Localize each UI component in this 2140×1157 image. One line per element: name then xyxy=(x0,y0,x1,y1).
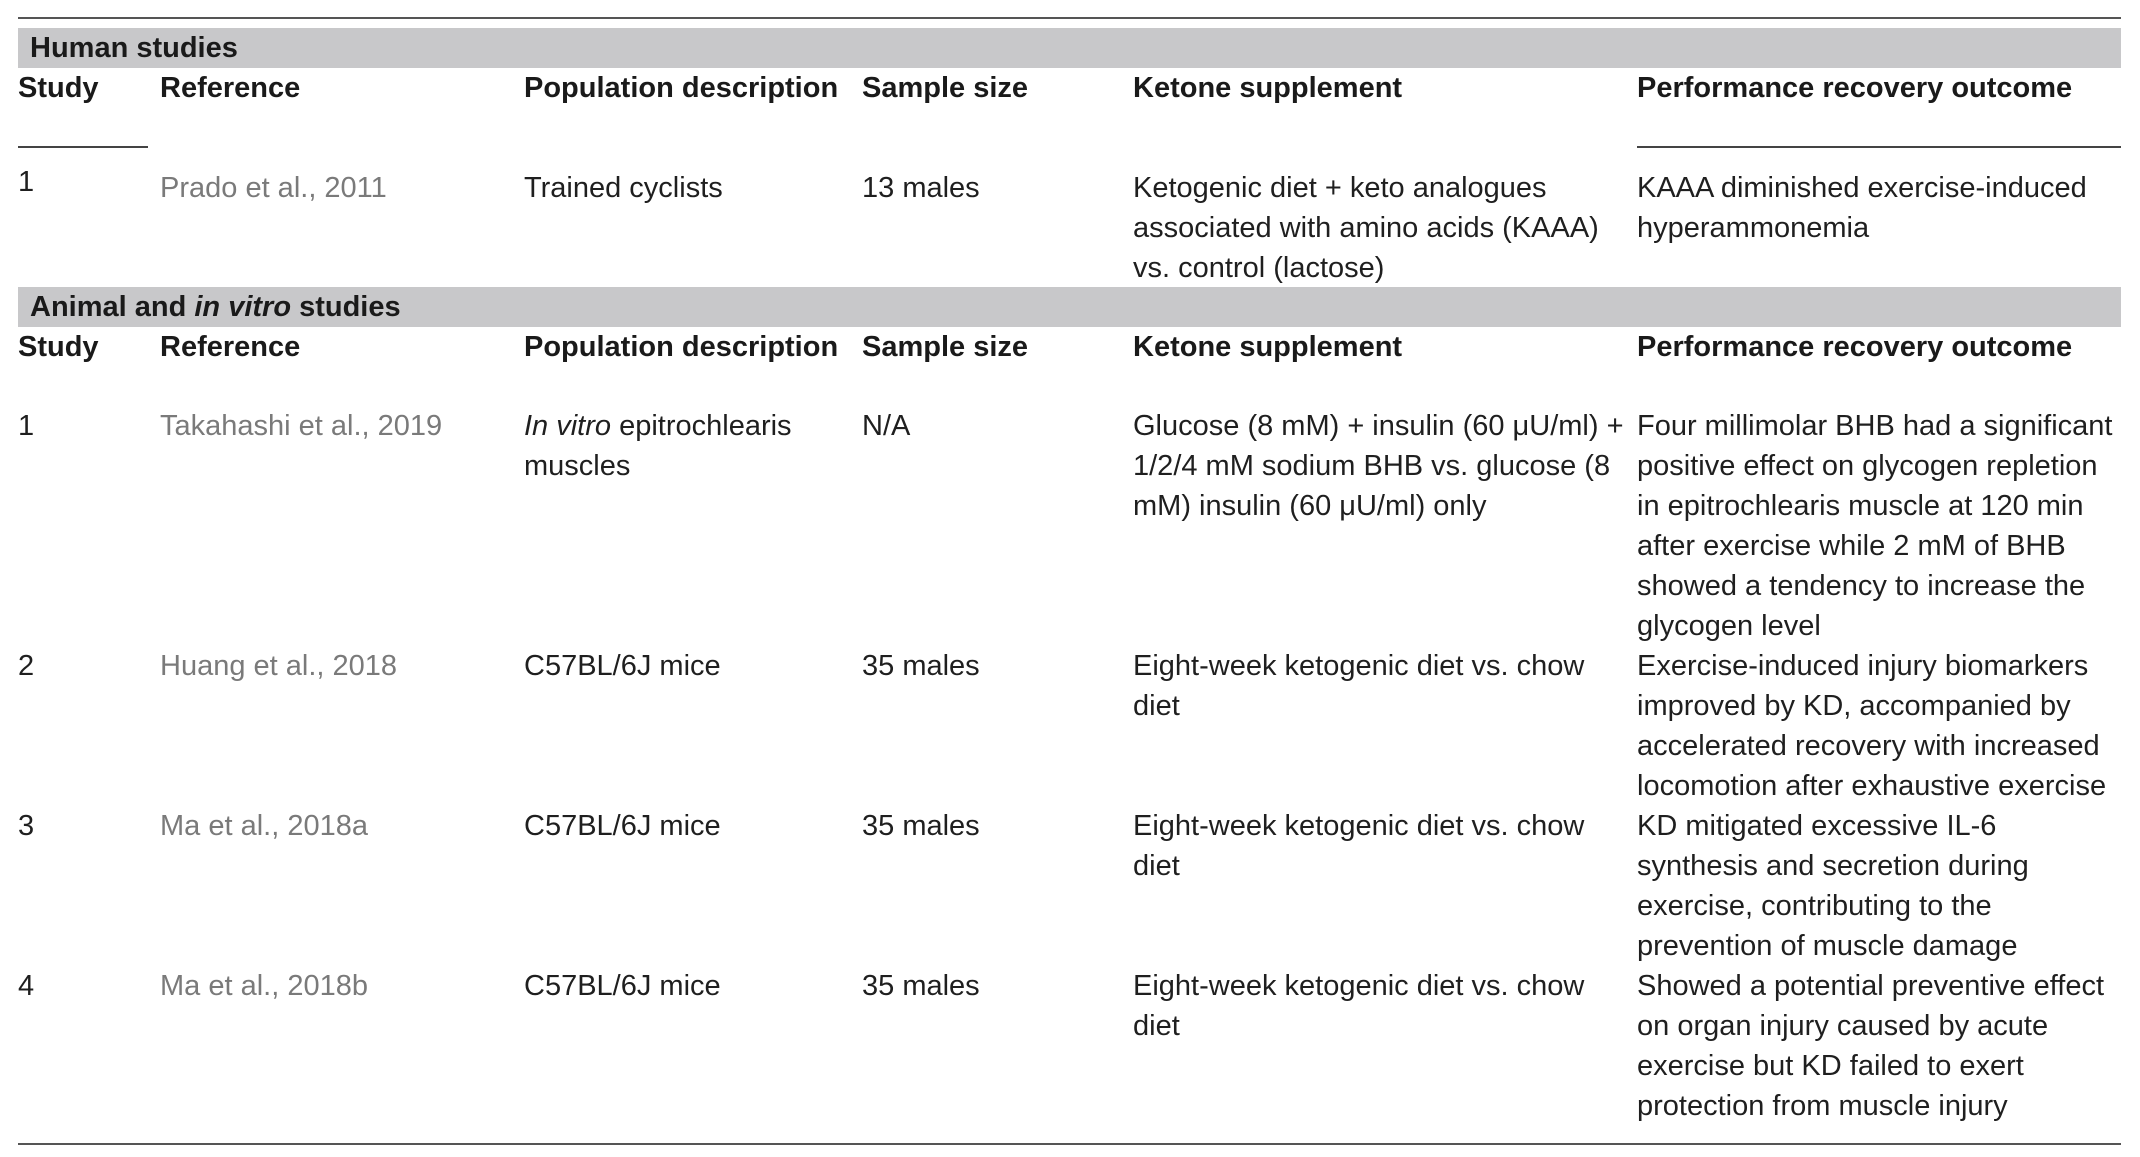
cell-reference-link[interactable]: Prado et al., 2011 xyxy=(160,172,387,204)
header-sample-size: Sample size xyxy=(862,331,1029,363)
cell-outcome: Exercise-induced injury biomarkers improved by KD, accompanied by accelerated recovery with increased locomotion after exhaustive exercise xyxy=(1637,650,2107,802)
cell-reference-link[interactable]: Ma et al., 2018a xyxy=(160,810,368,842)
cell-outcome: KAAA diminished exercise-induced hyperammonemia xyxy=(1637,172,2087,244)
cell-reference-link[interactable]: Ma et al., 2018b xyxy=(160,970,368,1002)
bottom-rule xyxy=(18,1143,2121,1145)
cell-outcome: KD mitigated excessive IL-6 synthesis and secretion during exercise, contributing to the prevention of muscle damage xyxy=(1637,810,2029,962)
cell-population xyxy=(524,406,824,486)
header-reference: Reference xyxy=(160,331,301,363)
header-population: Population description xyxy=(524,331,839,363)
header-population: Population description xyxy=(524,72,839,104)
cell-ketone-supplement: Eight-week ketogenic diet vs. chow diet xyxy=(1133,650,1585,722)
population-italic: In vitro xyxy=(524,410,612,442)
cell-ketone-supplement: Eight-week ketogenic diet vs. chow diet xyxy=(1133,970,1585,1042)
cell-sample-size: 35 males xyxy=(862,650,980,682)
cell-ketone-supplement: Ketogenic diet + keto analogues associated with amino acids (KAAA) vs. control (lactose) xyxy=(1133,172,1599,284)
header-outcome: Performance recovery outcome xyxy=(1637,72,2073,104)
section-title-prefix: Animal and xyxy=(30,291,195,323)
cell-population: C57BL/6J mice xyxy=(524,650,721,682)
cell-sample-size: N/A xyxy=(862,410,911,442)
header-ketone-supplement: Ketone supplement xyxy=(1133,72,1403,104)
header-rule-left xyxy=(18,146,148,148)
cell-sample-size: 35 males xyxy=(862,810,980,842)
cell-outcome: Four millimolar BHB had a significant positive effect on glycogen repletion in epitrochlearis muscle at 120 min after exercise while 2 mM of BHB showed a tendency to increase the glycogen level xyxy=(1637,410,2113,642)
header-sample-size: Sample size xyxy=(862,72,1029,104)
cell-reference-link[interactable]: Takahashi et al., 2019 xyxy=(160,410,443,442)
top-rule xyxy=(18,17,2121,19)
cell-population: C57BL/6J mice xyxy=(524,810,721,842)
cell-study: 1 xyxy=(18,410,35,442)
header-ketone-supplement: Ketone supplement xyxy=(1133,331,1403,363)
header-rule-right xyxy=(1637,146,2121,148)
cell-study: 3 xyxy=(18,810,35,842)
cell-reference-link[interactable]: Huang et al., 2018 xyxy=(160,650,398,682)
cell-ketone-supplement: Glucose (8 mM) + insulin (60 μU/ml) + 1/2/4 mM sodium BHB vs. glucose (8 mM) insulin (60 μU/ml) only xyxy=(1133,410,1624,522)
header-study: Study xyxy=(18,72,99,104)
cell-outcome: Showed a potential preventive effect on organ injury caused by acute exercise but KD failed to exert protection from muscle injury xyxy=(1637,970,2105,1122)
section-band-human xyxy=(18,28,2121,68)
cell-study: 4 xyxy=(18,970,35,1002)
cell-study: 2 xyxy=(18,650,35,682)
cell-sample-size: 13 males xyxy=(862,172,980,204)
section-title-suffix: studies xyxy=(291,291,401,323)
cell-ketone-supplement: Eight-week ketogenic diet vs. chow diet xyxy=(1133,810,1585,882)
header-study: Study xyxy=(18,331,99,363)
section-title-animal xyxy=(30,287,401,327)
population-rest: epitrochlearis muscles xyxy=(524,410,792,482)
cell-study: 1 xyxy=(18,166,35,198)
header-reference: Reference xyxy=(160,72,301,104)
cell-population: Trained cyclists xyxy=(524,172,723,204)
section-title-italic: in vitro xyxy=(194,291,292,323)
header-outcome: Performance recovery outcome xyxy=(1637,331,2073,363)
section-title-human: Human studies xyxy=(30,32,238,64)
cell-population: C57BL/6J mice xyxy=(524,970,721,1002)
cell-sample-size: 35 males xyxy=(862,970,980,1002)
